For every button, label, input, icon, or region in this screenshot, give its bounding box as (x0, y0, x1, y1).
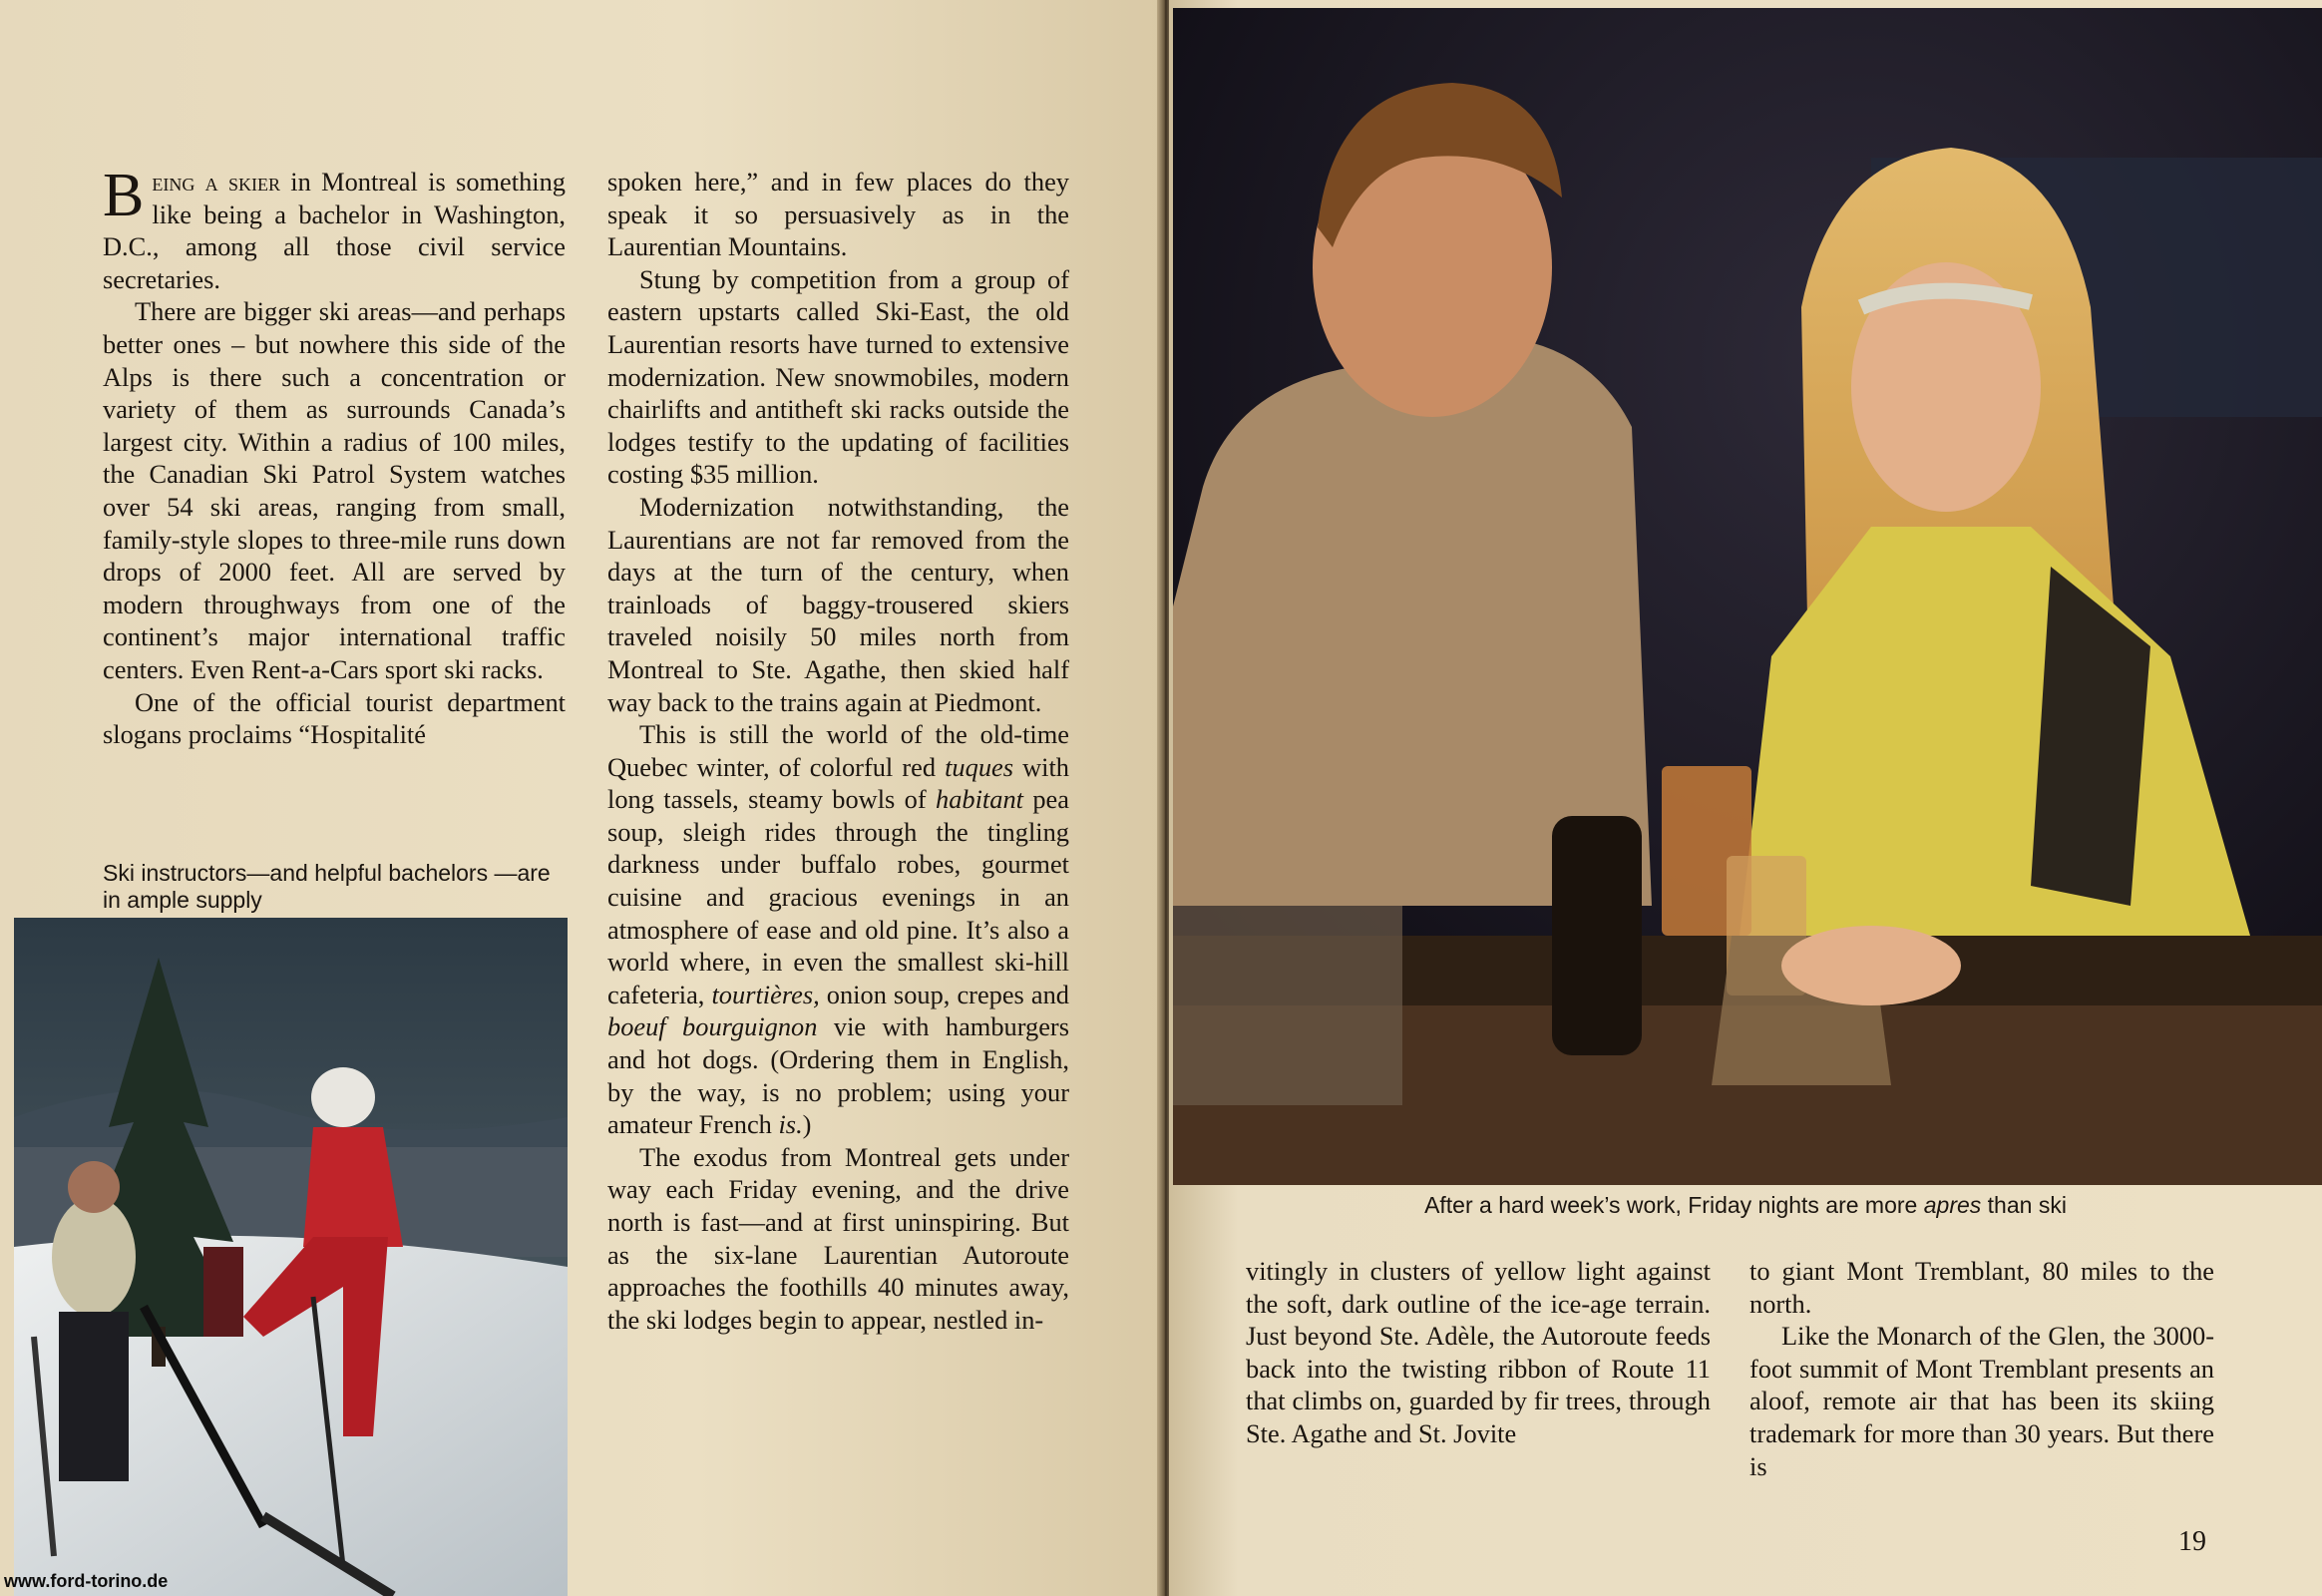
bar-couple-image (1173, 8, 2322, 1185)
left-column-2 (607, 166, 1069, 1336)
lead-in: eing a skier (152, 167, 280, 197)
bar-photo-caption: After a hard week’s work, Friday nights are more apres than ski (1424, 1192, 2067, 1218)
ski-instructors-photo (14, 918, 568, 1596)
paragraph: Stung by competition from a group of eastern upstarts called Ski-East, the old Laurentian resorts have turned to extensive modernization. New snowmobiles, modern chairlifts and antitheft ski racks outside the lodges testify to the updating of facilities costing $35 million. (607, 263, 1069, 490)
ski-photo-caption: Ski instructors—and helpful bachelors —are in ample supply (103, 860, 551, 913)
paragraph: Being a skier in Montreal is something like being a bachelor in Washington, D.C., among all those civil service secretaries. (103, 162, 567, 294)
right-page (1169, 0, 2322, 1596)
right-column-2 (1749, 1255, 2214, 1482)
right-column-1 (1246, 1255, 1711, 1450)
page-number: 19 (2178, 1526, 2206, 1557)
paragraph: vitingly in clusters of yellow light against the soft, dark outline of the ice-age terrain. Just beyond Ste. Adèle, the Autoroute feeds back into the twisting ribbon of Route 11 that climbs on, guarded by fir trees, through Ste. Agathe and St. Jovite (1246, 1256, 1711, 1448)
paragraph: spoken here,” and in few places do they speak it so persuasively as in the Laurentian Mountains. (607, 167, 1069, 262)
paragraph: Like the Monarch of the Glen, the 3000-foot summit of Mont Tremblant presents an aloof, remote air that has been its skiing trademark for more than 30 years. But there is (1749, 1321, 2214, 1481)
paragraph: There are bigger ski areas—and perhaps better ones – but nowhere this side of the Alps is there such a concentration or variety of them as surrounds Canada’s largest city. Within a radius of 100 miles, the Canadian Ski Patrol System watches over 54 ski areas, ranging from small, family-style slopes to three-mile runs down drops of 2000 feet. All are served by modern throughways from one of the continent’s major international traffic centers. Even Rent-a-Cars sport ski racks. (103, 296, 566, 684)
apres-ski-photo (1173, 8, 2322, 1185)
paragraph: The exodus from Montreal gets under way each Friday evening, and the drive north is fast—and at first uninspiring. But as the six-lane Laurentian Autoroute approaches the foothills 40 minutes away, the ski lodges begin to appear, nestled in- (607, 1141, 1069, 1335)
left-column-1 (103, 162, 567, 751)
paragraph: One of the official tourist department slogans proclaims “Hospitalité (103, 686, 566, 750)
ski-scene-image (14, 918, 568, 1596)
drop-cap: B (103, 162, 145, 229)
paragraph: This is still the world of the old-time Quebec winter, of colorful red tuques with long tassels, steamy bowls of habitant pea soup, sleigh rides through the tingling darkness under buffalo robes, gourmet cuisine and gracious evenings in an atmosphere of ease and old pine. It’s also a world where, in even the smallest ski-hill cafeteria, tourtières, onion soup, crepes and boeuf bourguignon vie with hamburgers and hot dogs. (Ordering them in English, by the way, is no problem; using your amateur French is.) (607, 719, 1069, 1140)
paragraph: Modernization notwithstanding, the Laurentians are not far removed from the days at the turn of the century, when trainloads of baggy-trousered skiers traveled noisily 50 miles north from Montreal to Ste. Agathe, then skied half way back to the trains again at Piedmont. (607, 491, 1069, 717)
site-watermark: www.ford-torino.de (4, 1571, 169, 1591)
paragraph: to giant Mont Tremblant, 80 miles to the north. (1749, 1256, 2214, 1319)
